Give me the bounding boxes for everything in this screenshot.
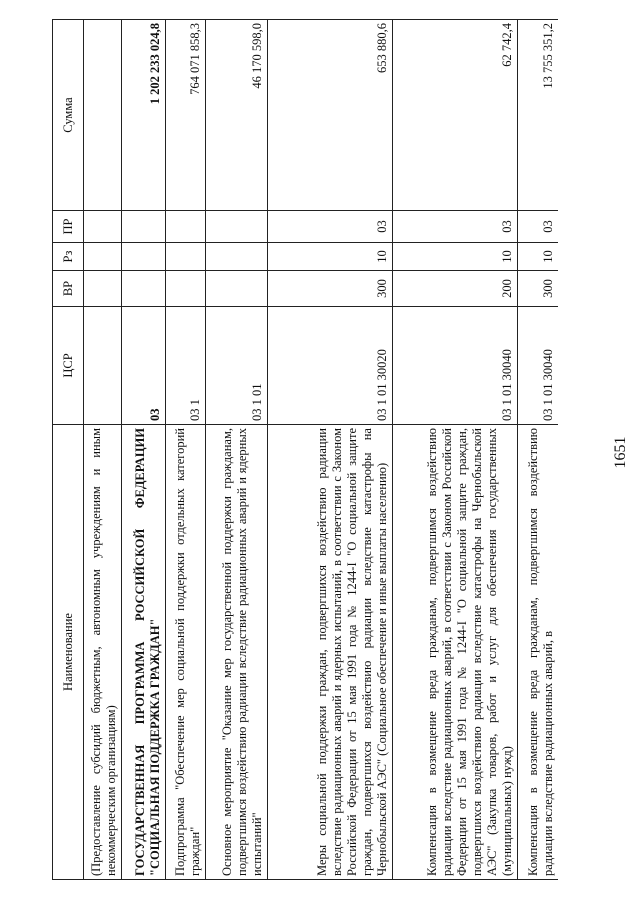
row-name: Компенсация в возмещение вреда гражданам, подвергшимся воздействию радиации вследствие радиационных аварий, в (518, 425, 558, 880)
row-csr: 03 (122, 307, 166, 425)
page-number: 1651 (612, 436, 629, 469)
table-row (166, 20, 206, 880)
row-sum (84, 20, 122, 211)
header-rz: Рз (53, 243, 84, 271)
header-vr: ВР (53, 271, 84, 307)
table-row (122, 20, 166, 880)
row-sum: 764 071 858,3 (166, 20, 206, 211)
row-sum: 62 742,4 (393, 20, 518, 211)
row-pr: 03 (393, 211, 518, 243)
row-vr: 200 (393, 271, 518, 307)
header-sum: Сумма (53, 20, 84, 211)
table-row (84, 20, 122, 880)
row-csr: 03 1 (166, 307, 206, 425)
row-sum: 653 880,6 (268, 20, 393, 211)
table-header-row (53, 20, 84, 880)
row-pr (122, 211, 166, 243)
row-pr (166, 211, 206, 243)
header-csr: ЦСР (53, 307, 84, 425)
row-name: Компенсация в возмещение вреда гражданам, подвергшимся воздействию радиации вследствие радиационных аварий, в соответствии с Законом Российской Федерации от 15 мая 1991 года № 1244-I "О социальной защите граждан, подвергшихся воздействию радиации вследствие катастрофы на Чернобыльской АЭС" (Закупка товаров, работ и услуг для обеспечения государственных (муниципальных) нужд) (393, 425, 518, 880)
row-name: Меры социальной поддержки граждан, подвергшихся воздействию радиации вследствие радиационных аварий и ядерных испытаний, в соответствии с Законом Российской Федерации от 15 мая 1991 года № 1244-I "О социальной защите граждан, подвергшихся воздействию радиации вследствие катастрофы на Чернобыльской АЭС" (Социальное обеспечение и иные выплаты населению) (268, 425, 393, 880)
table-row (206, 20, 268, 880)
row-rz: 10 (518, 243, 558, 271)
row-rz (206, 243, 268, 271)
row-name: ГОСУДАРСТВЕННАЯ ПРОГРАММА РОССИЙСКОЙ ФЕДЕРАЦИИ "СОЦИАЛЬНАЯ ПОДДЕРЖКА ГРАЖДАН" (122, 425, 166, 880)
table-row (268, 20, 393, 880)
row-rz: 10 (393, 243, 518, 271)
table-row (393, 20, 518, 880)
row-csr: 03 1 01 30040 (393, 307, 518, 425)
row-csr: 03 1 01 30040 (518, 307, 558, 425)
row-pr (84, 211, 122, 243)
budget-table (52, 19, 558, 880)
row-name: (Предоставление субсидий бюджетным, автономным учреждениям и иным некоммерческим организациям) (84, 425, 122, 880)
row-sum: 1 202 233 024,8 (122, 20, 166, 211)
row-rz (122, 243, 166, 271)
table-row (518, 20, 558, 880)
row-name: Подпрограмма "Обеспечение мер социальной поддержки отдельных категорий граждан" (166, 425, 206, 880)
row-vr (206, 271, 268, 307)
row-csr: 03 1 01 30020 (268, 307, 393, 425)
row-pr: 03 (268, 211, 393, 243)
row-vr: 300 (518, 271, 558, 307)
row-rz (166, 243, 206, 271)
row-pr (206, 211, 268, 243)
row-csr: 03 1 01 (206, 307, 268, 425)
row-vr (84, 271, 122, 307)
row-vr (122, 271, 166, 307)
row-name: Основное мероприятие "Оказание мер государственной поддержки гражданам, подвергшимся воздействию радиации вследствие радиационных аварий и ядерных испытаний" (206, 425, 268, 880)
row-rz: 10 (268, 243, 393, 271)
row-rz (84, 243, 122, 271)
header-name: Наименование (53, 425, 84, 880)
row-vr (166, 271, 206, 307)
row-vr: 300 (268, 271, 393, 307)
row-pr: 03 (518, 211, 558, 243)
row-csr (84, 307, 122, 425)
row-sum: 13 755 351,2 (518, 20, 558, 211)
row-sum: 46 170 598,0 (206, 20, 268, 211)
header-pr: ПР (53, 211, 84, 243)
